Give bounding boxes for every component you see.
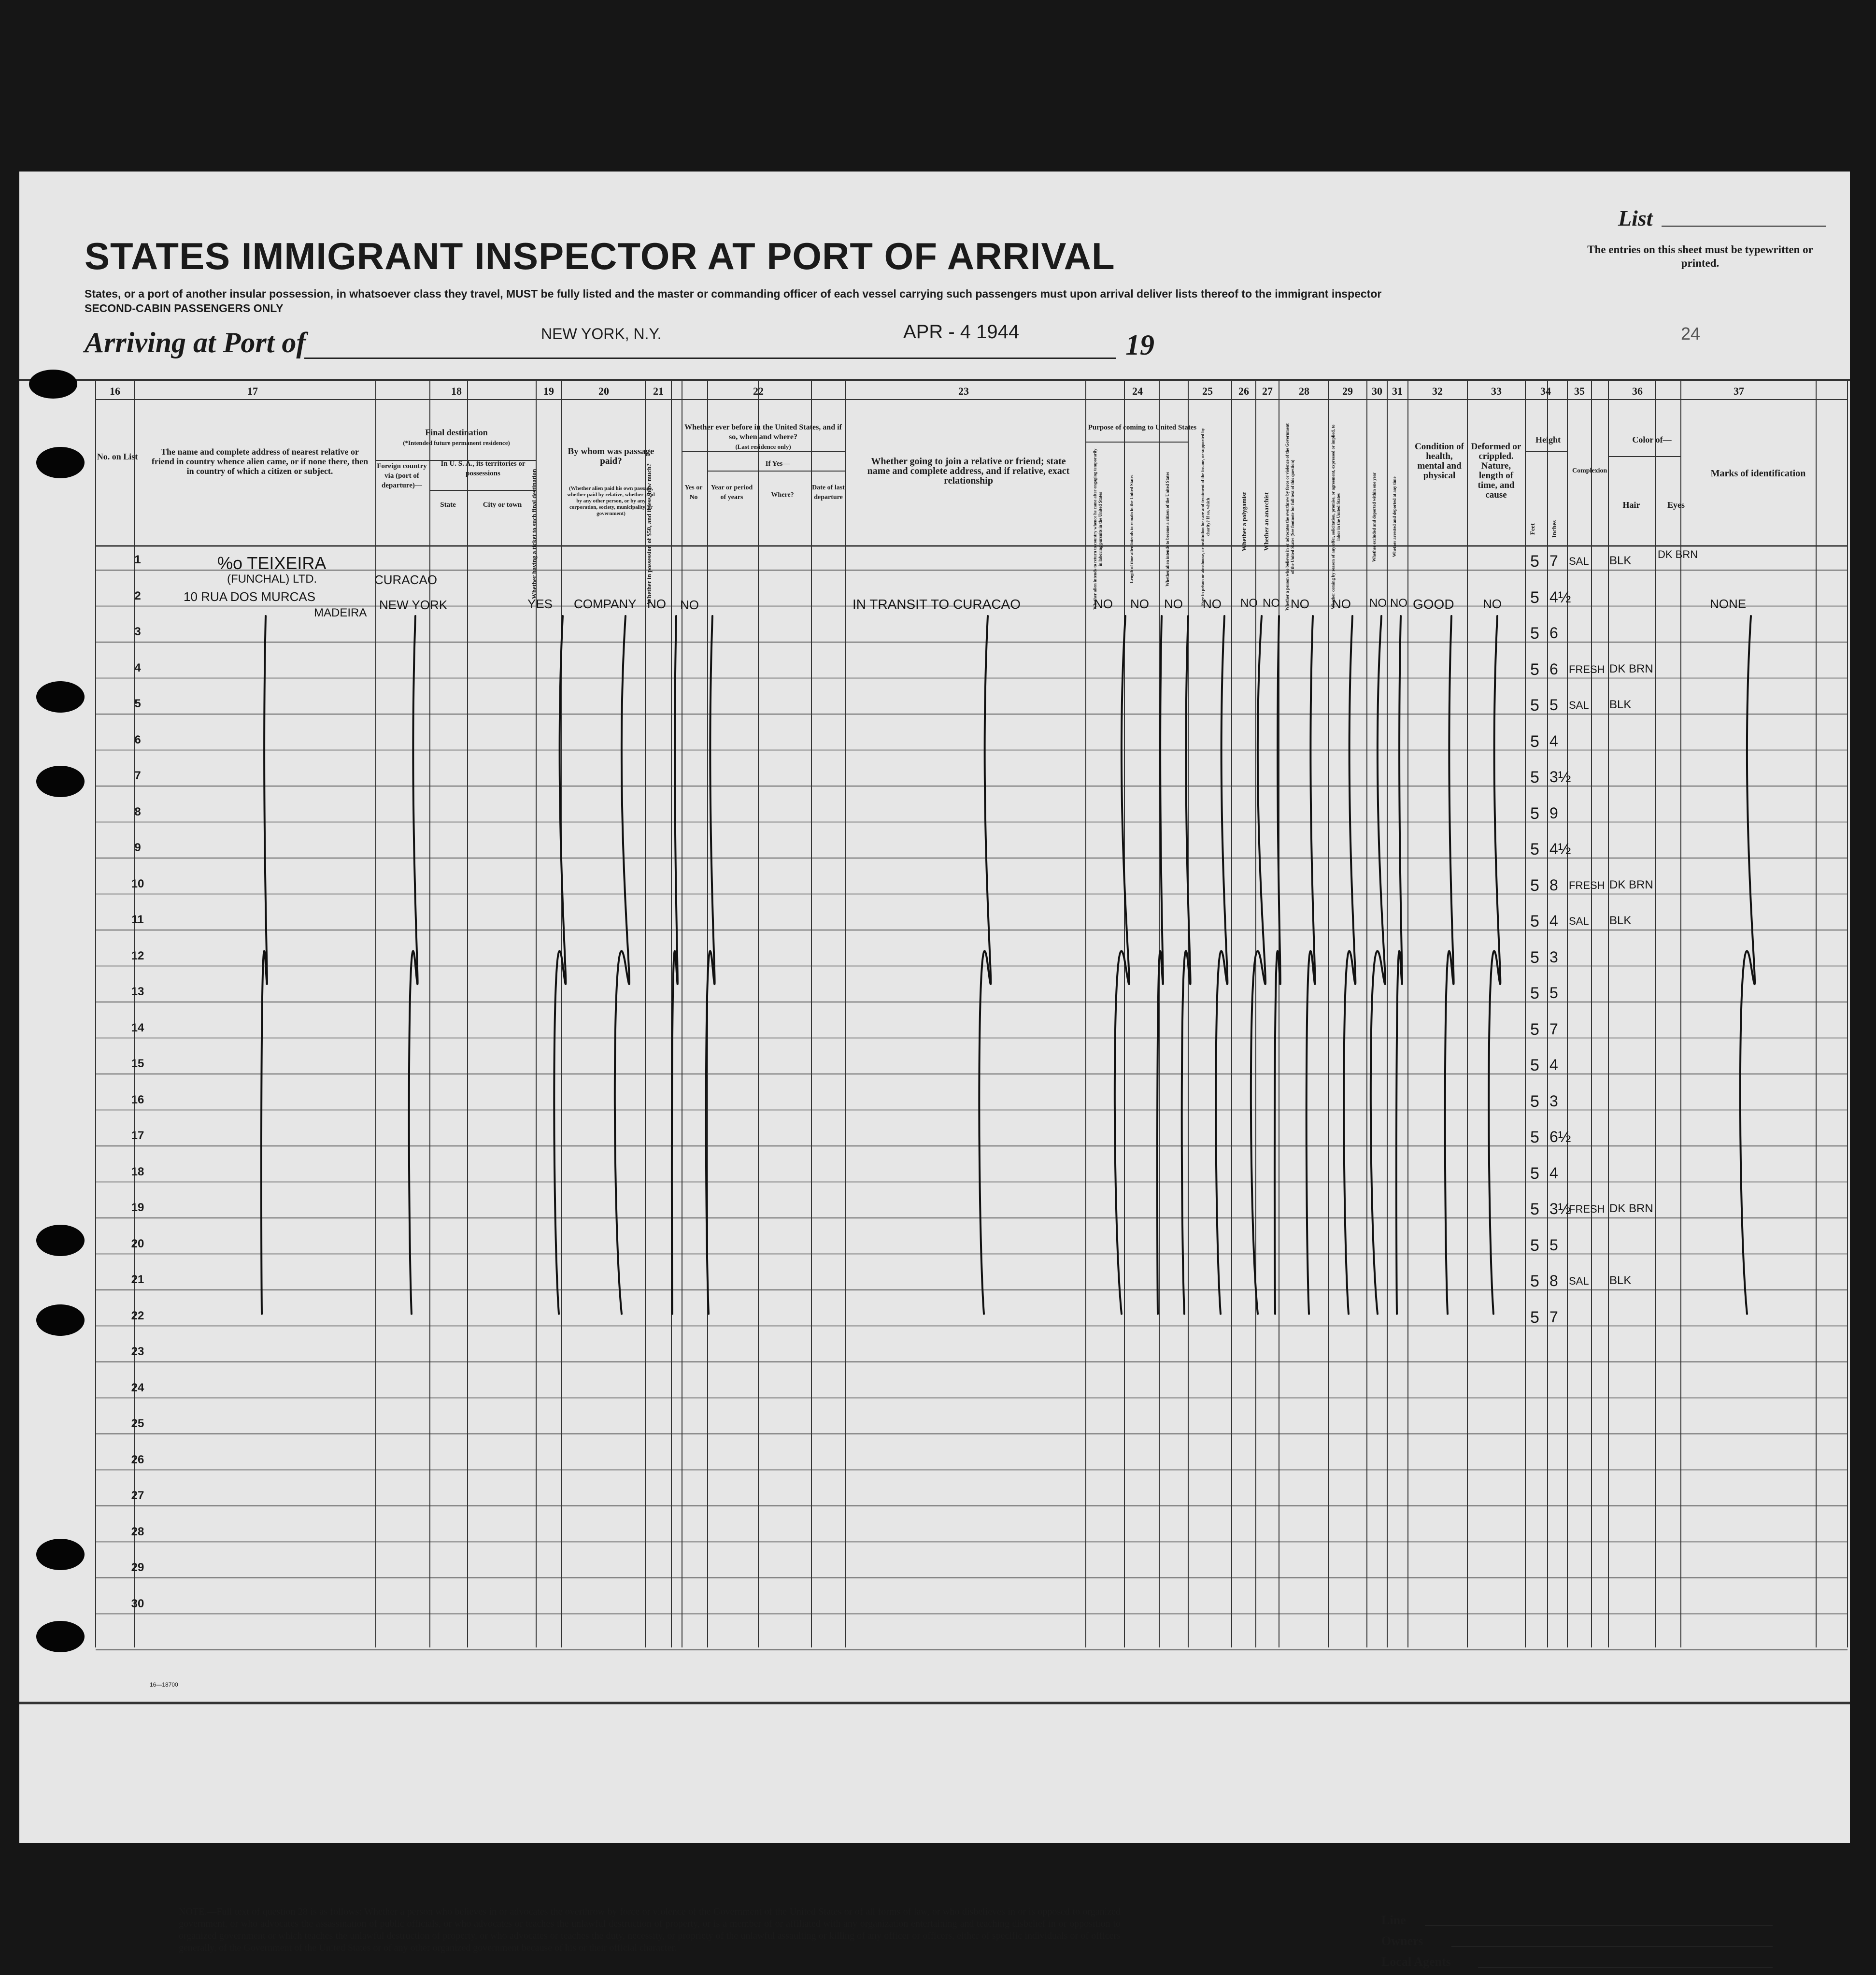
header-health: Condition of health, mental and physical bbox=[1415, 442, 1464, 481]
header-relative-address: The name and complete address of nearest relative or friend in country whence alien came, or if none there, then in country of which a citizen or subject. bbox=[151, 447, 369, 476]
row-number: 18 bbox=[131, 1165, 144, 1178]
height-inches: 6 bbox=[1549, 660, 1558, 678]
height-inches: 7 bbox=[1549, 1020, 1558, 1038]
complexion-value: SAL bbox=[1569, 1275, 1589, 1287]
arrested-value: NO bbox=[1390, 597, 1407, 610]
height-inches: 6 bbox=[1549, 624, 1558, 642]
height-feet: 5 bbox=[1530, 1200, 1539, 1218]
ditto-mark bbox=[1371, 616, 1385, 1314]
column-number: 26 bbox=[1238, 385, 1249, 397]
hair-color-value: DK BRN bbox=[1609, 878, 1653, 891]
punch-hole bbox=[29, 370, 77, 399]
punch-hole bbox=[36, 681, 85, 713]
column-number: 32 bbox=[1432, 385, 1443, 397]
header-passage-paid: By whom was passage paid? bbox=[568, 446, 654, 466]
header-before-in-us-sub: (Last residence only) bbox=[735, 443, 791, 450]
complexion-value: SAL bbox=[1569, 555, 1589, 567]
header-labor-offer: Whether coming by reason of any offer, solicitation, promise, or agreement, expressed or implied, to labor in the United States bbox=[1331, 424, 1341, 610]
complexion-value: SAL bbox=[1569, 699, 1589, 711]
height-inches: 4 bbox=[1549, 912, 1558, 930]
row-number: 12 bbox=[131, 949, 144, 962]
header-money: Whether in possession of $50, and if less, how much? bbox=[645, 463, 653, 604]
header-feet: Feet bbox=[1529, 523, 1536, 535]
height-feet: 5 bbox=[1530, 1164, 1539, 1183]
overthrow-value: NO bbox=[1291, 597, 1309, 611]
purpose-return-value: NO bbox=[1094, 597, 1113, 611]
height-feet: 5 bbox=[1530, 768, 1539, 787]
header-marks: Marks of identification bbox=[1710, 468, 1806, 479]
header-eyes: Eyes bbox=[1667, 500, 1685, 510]
height-feet: 5 bbox=[1530, 840, 1539, 859]
local-agents-field bbox=[1478, 1967, 1773, 1968]
header-no-on-list: No. on List bbox=[97, 452, 138, 461]
height-inches: 4 bbox=[1549, 1164, 1558, 1182]
row-number: 8 bbox=[134, 805, 141, 818]
entries-note: The entries on this sheet must be typewritten or printed. bbox=[1587, 243, 1813, 269]
complexion-value: FRESH bbox=[1569, 663, 1605, 675]
hair-color-value: BLK bbox=[1609, 914, 1632, 927]
height-inches: 6½ bbox=[1549, 1128, 1571, 1145]
height-feet: 5 bbox=[1530, 552, 1539, 571]
punch-hole bbox=[36, 447, 85, 478]
ditto-mark bbox=[1251, 616, 1265, 1314]
column-number: 21 bbox=[653, 385, 664, 397]
row-number: 3 bbox=[134, 625, 141, 638]
date-stamp: APR - 4 1944 bbox=[903, 321, 1020, 343]
row-number: 27 bbox=[131, 1489, 144, 1502]
form-subtitle: States, or a port of another insular possession, in whatsoever class they travel, MUST be fully listed and the master or commanding officer of each vessel carrying such passengers must upon arrival deliver lists thereof to the immigrant inspector bbox=[85, 287, 1382, 300]
header-color-of: Color of— bbox=[1632, 435, 1672, 444]
ditto-mark bbox=[1182, 616, 1191, 1314]
row-number: 30 bbox=[131, 1597, 144, 1610]
relative-line-1: %o TEIXEIRA bbox=[217, 553, 327, 573]
column-number: 29 bbox=[1342, 385, 1353, 397]
column-number: 37 bbox=[1734, 385, 1744, 397]
height-inches: 5 bbox=[1549, 696, 1558, 714]
height-feet: 5 bbox=[1530, 1020, 1539, 1039]
height-feet: 5 bbox=[1530, 1236, 1539, 1255]
ditto-mark bbox=[1344, 616, 1355, 1314]
relative-line-2: (FUNCHAL) LTD. bbox=[227, 572, 317, 586]
form-title: STATES IMMIGRANT INSPECTOR AT PORT OF ARRIVAL bbox=[85, 235, 1115, 277]
column-number: 24 bbox=[1132, 385, 1143, 397]
ditto-mark bbox=[1396, 616, 1402, 1314]
height-feet: 5 bbox=[1530, 804, 1539, 823]
manifest-sheet bbox=[19, 172, 1850, 1969]
header-anarchist: Whether an anarchist bbox=[1263, 492, 1270, 551]
height-inches: 4 bbox=[1549, 1056, 1558, 1073]
punch-hole bbox=[36, 1539, 85, 1570]
row-number: 22 bbox=[131, 1309, 144, 1322]
ditto-mark bbox=[1157, 616, 1163, 1314]
height-inches: 3 bbox=[1549, 948, 1558, 966]
before-in-us-value: NO bbox=[680, 598, 699, 612]
height-inches: 3½ bbox=[1549, 768, 1571, 786]
row-number: 29 bbox=[131, 1561, 144, 1574]
height-feet: 5 bbox=[1530, 624, 1539, 643]
header-purpose-return: Whether alien intends to return to country whence he came after engaging temporarily in laboring pursuits in the United States bbox=[1093, 448, 1103, 610]
ditto-mark bbox=[1307, 616, 1315, 1314]
footnote-question-28: NOTE.—Full text of question 28 is as follows: Whether a person who believes in or advocates the overthrow by force or violence of the Government of the United States or of all forms of law, or who disbelieves in or is opposed to organized government, or who advocates the assassination of public officials, or who advocates or teaches the unlawful destruction of property, or is a member of or affiliated with any organization entertaining and teaching disbelief in or opposition to organized government or which teaches the unlawful destruction of property, or who advocates or teaches the duty, necessity, or propriety of the unlawful assaulting or killing of any officer or officers, either of specific individuals or of officers generally, of the Government of the United States or of any other organized government because of his or their official character. bbox=[179, 1906, 1121, 1953]
height-feet: 5 bbox=[1530, 912, 1539, 930]
line-field bbox=[1425, 1925, 1773, 1926]
ditto-mark bbox=[1275, 616, 1280, 1314]
height-inches: 3½ bbox=[1549, 1200, 1571, 1217]
header-purpose-length: Length of time alien intends to remain in the United States bbox=[1129, 474, 1134, 584]
header-passage-paid-sub: (Whether alien paid his own passage, whether paid by relative, whether paid by any other person, or by any corporation, society, municipality, or government) bbox=[567, 486, 655, 516]
punch-hole bbox=[36, 1621, 85, 1652]
height-feet: 5 bbox=[1530, 984, 1539, 1002]
deformed-value: NO bbox=[1483, 597, 1502, 611]
row-number: 10 bbox=[131, 877, 144, 890]
height-feet: 5 bbox=[1530, 1272, 1539, 1290]
relative-line-3: 10 RUA DOS MURCAS bbox=[184, 589, 316, 604]
owners-field bbox=[1451, 1946, 1773, 1947]
polygamist-value: NO bbox=[1240, 597, 1258, 610]
column-number: 34 bbox=[1540, 385, 1551, 397]
header-if-yes: If Yes— bbox=[765, 460, 790, 468]
row-number: 16 bbox=[131, 1093, 144, 1106]
row-number: 23 bbox=[131, 1345, 144, 1358]
header-hair: Hair bbox=[1622, 500, 1640, 510]
height-inches: 3 bbox=[1549, 1092, 1558, 1110]
page-number: 24 bbox=[1681, 324, 1701, 343]
height-inches: 4 bbox=[1549, 732, 1558, 750]
height-inches: 5 bbox=[1549, 984, 1558, 1002]
header-date-last-departure: Date of last departure bbox=[812, 484, 845, 501]
local-agents-label: Local Agents bbox=[1381, 1955, 1451, 1969]
column-number: 23 bbox=[958, 385, 969, 397]
height-inches: 7 bbox=[1549, 552, 1558, 570]
ticket-value: YES bbox=[527, 597, 553, 611]
row-number: 20 bbox=[131, 1237, 144, 1250]
height-feet: 5 bbox=[1530, 948, 1539, 967]
column-number: 31 bbox=[1392, 385, 1403, 397]
ditto-mark bbox=[1740, 616, 1755, 1314]
header-purpose: Purpose of coming to United States bbox=[1088, 424, 1197, 431]
row-number: 21 bbox=[131, 1273, 144, 1286]
header-in-usa: In U. S. A., its territories or possessions bbox=[441, 460, 526, 477]
column-number: 18 bbox=[451, 385, 462, 397]
hair-color-value: BLK bbox=[1609, 698, 1632, 711]
row-number: 2 bbox=[134, 589, 141, 602]
header-ticket: Whether having a ticket to such final destination bbox=[530, 469, 538, 599]
row-number: 19 bbox=[131, 1201, 144, 1214]
column-number: 22 bbox=[753, 385, 764, 397]
height-feet: 5 bbox=[1530, 660, 1539, 679]
header-city: City or town bbox=[483, 501, 522, 509]
list-label: List bbox=[1618, 206, 1653, 230]
height-feet: 5 bbox=[1530, 1092, 1539, 1111]
row-number: 28 bbox=[131, 1525, 144, 1538]
header-inches: Inches bbox=[1550, 520, 1558, 538]
ditto-mark bbox=[1216, 616, 1227, 1314]
row-number: 1 bbox=[134, 553, 141, 566]
health-value: GOOD bbox=[1413, 597, 1454, 612]
hair-color-value: DK BRN bbox=[1609, 1202, 1653, 1215]
form-subtitle-class: SECOND-CABIN PASSENGERS ONLY bbox=[85, 302, 284, 315]
height-inches: 4½ bbox=[1549, 840, 1571, 858]
row-number: 7 bbox=[134, 769, 141, 782]
height-inches: 4½ bbox=[1549, 588, 1571, 606]
punch-hole bbox=[36, 1304, 85, 1336]
marks-value: NONE bbox=[1710, 597, 1747, 611]
purpose-length-value: NO bbox=[1130, 597, 1149, 611]
header-deformed: Deformed or crippled. Nature, length of time, and cause bbox=[1471, 442, 1521, 500]
header-foreign-country: Foreign country via (port of departure)— bbox=[377, 462, 427, 489]
row-number: 26 bbox=[131, 1453, 144, 1466]
via-port-value: NEW YORK bbox=[379, 598, 448, 612]
height-feet: 5 bbox=[1530, 1056, 1539, 1074]
ditto-mark bbox=[261, 616, 267, 1314]
column-number: 30 bbox=[1372, 385, 1382, 397]
header-arrested: Whether arrested and deported at any time bbox=[1392, 476, 1397, 558]
prison-value: NO bbox=[1203, 597, 1222, 611]
header-before-in-us: Whether ever before in the United States, and if so, when and where? bbox=[684, 423, 842, 441]
hair-color-value: BLK bbox=[1609, 554, 1632, 567]
money-value: NO bbox=[647, 597, 666, 611]
header-state: State bbox=[440, 501, 456, 509]
height-feet: 5 bbox=[1530, 588, 1539, 607]
punch-hole bbox=[36, 766, 85, 797]
column-number: 20 bbox=[598, 385, 609, 397]
arriving-label: Arriving at Port of bbox=[85, 327, 306, 358]
year-prefix: 19 bbox=[1125, 329, 1154, 361]
ditto-mark bbox=[1115, 616, 1129, 1314]
column-number: 28 bbox=[1299, 385, 1309, 397]
ditto-mark bbox=[554, 616, 566, 1314]
height-inches: 7 bbox=[1549, 1308, 1558, 1326]
complexion-value: SAL bbox=[1569, 915, 1589, 927]
column-number: 36 bbox=[1632, 385, 1643, 397]
row-number: 25 bbox=[131, 1417, 144, 1430]
column-number: 17 bbox=[247, 385, 258, 397]
table-grid bbox=[19, 172, 1850, 1843]
height-feet: 5 bbox=[1530, 732, 1539, 751]
header-height: Height bbox=[1535, 435, 1561, 444]
header-purpose-citizen: Whether alien intends to become a citizen of the United States bbox=[1165, 472, 1170, 587]
height-inches: 8 bbox=[1549, 1272, 1558, 1289]
row-number: 11 bbox=[131, 913, 144, 926]
ditto-mark bbox=[1489, 616, 1500, 1314]
column-number: 25 bbox=[1202, 385, 1213, 397]
purpose-citizen-value: NO bbox=[1164, 597, 1183, 611]
form-code-bottom: 16—18700 bbox=[150, 1681, 178, 1688]
row-number: 15 bbox=[131, 1057, 144, 1070]
header-joining-relative: Whether going to join a relative or friend; state name and complete address, and if relative, exact relationship bbox=[867, 456, 1070, 486]
punch-hole bbox=[36, 1225, 85, 1256]
anarchist-value: NO bbox=[1263, 597, 1280, 610]
column-number: 33 bbox=[1491, 385, 1502, 397]
header-polygamist: Whether a polygamist bbox=[1240, 492, 1248, 552]
header-prison: Ever in prison or almshouse, or institution for care and treatment of the insane, or supported by charity? If so, which bbox=[1200, 428, 1210, 606]
header-final-destination-sub: (*Intended future permanent residence) bbox=[403, 439, 510, 446]
ditto-mark bbox=[1445, 616, 1454, 1314]
row-number: 14 bbox=[131, 1021, 144, 1034]
labor-offer-value: NO bbox=[1332, 597, 1351, 611]
column-number: 19 bbox=[543, 385, 554, 397]
header-complexion: Complexion bbox=[1572, 467, 1607, 474]
height-inches: 8 bbox=[1549, 876, 1558, 894]
hair-color-value: DK BRN bbox=[1609, 662, 1653, 675]
row-number: 13 bbox=[131, 985, 144, 998]
header-year: Year or period of years bbox=[711, 484, 753, 501]
height-feet: 5 bbox=[1530, 876, 1539, 895]
header-where: Where? bbox=[771, 491, 794, 499]
ditto-mark bbox=[672, 616, 678, 1314]
row-number: 5 bbox=[134, 697, 141, 710]
foreign-country-value: CURACAO bbox=[374, 572, 438, 587]
ditto-mark bbox=[979, 616, 991, 1314]
column-number: 16 bbox=[110, 385, 120, 397]
header-yes-no: Yes or No bbox=[684, 484, 703, 501]
ditto-mark bbox=[409, 616, 418, 1314]
row-number: 24 bbox=[131, 1381, 144, 1394]
row-number: 4 bbox=[134, 661, 141, 674]
eye-color-value: DK BRN bbox=[1658, 548, 1698, 560]
owners-label: Owners bbox=[1381, 1934, 1423, 1948]
height-inches: 5 bbox=[1549, 1236, 1558, 1254]
joining-value: IN TRANSIT TO CURACAO bbox=[853, 597, 1021, 612]
header-overthrow: Whether a person who believes in or advocates the overthrow by force or violence of the Government of the United States (See footnote for full text of this question) bbox=[1285, 423, 1295, 611]
row-number: 9 bbox=[134, 841, 141, 854]
ditto-mark bbox=[615, 616, 629, 1314]
line-label: Line bbox=[1381, 1913, 1406, 1927]
excluded-value: NO bbox=[1369, 597, 1387, 610]
height-inches: 9 bbox=[1549, 804, 1558, 822]
column-number: 35 bbox=[1574, 385, 1585, 397]
row-number: 17 bbox=[131, 1129, 144, 1142]
complexion-value: FRESH bbox=[1569, 879, 1605, 891]
complexion-value: FRESH bbox=[1569, 1203, 1605, 1215]
header-excluded: Whether excluded and deported within one year bbox=[1372, 472, 1377, 562]
header-final-destination: Final destination bbox=[425, 428, 488, 437]
height-feet: 5 bbox=[1530, 1128, 1539, 1146]
passage-paid-value: COMPANY bbox=[574, 597, 637, 611]
height-feet: 5 bbox=[1530, 1308, 1539, 1327]
height-feet: 5 bbox=[1530, 696, 1539, 715]
column-number: 27 bbox=[1262, 385, 1273, 397]
relative-line-4: MADEIRA bbox=[314, 606, 367, 619]
hair-color-value: BLK bbox=[1609, 1274, 1632, 1287]
port-value: NEW YORK, N.Y. bbox=[541, 325, 662, 343]
row-number: 6 bbox=[134, 733, 141, 746]
